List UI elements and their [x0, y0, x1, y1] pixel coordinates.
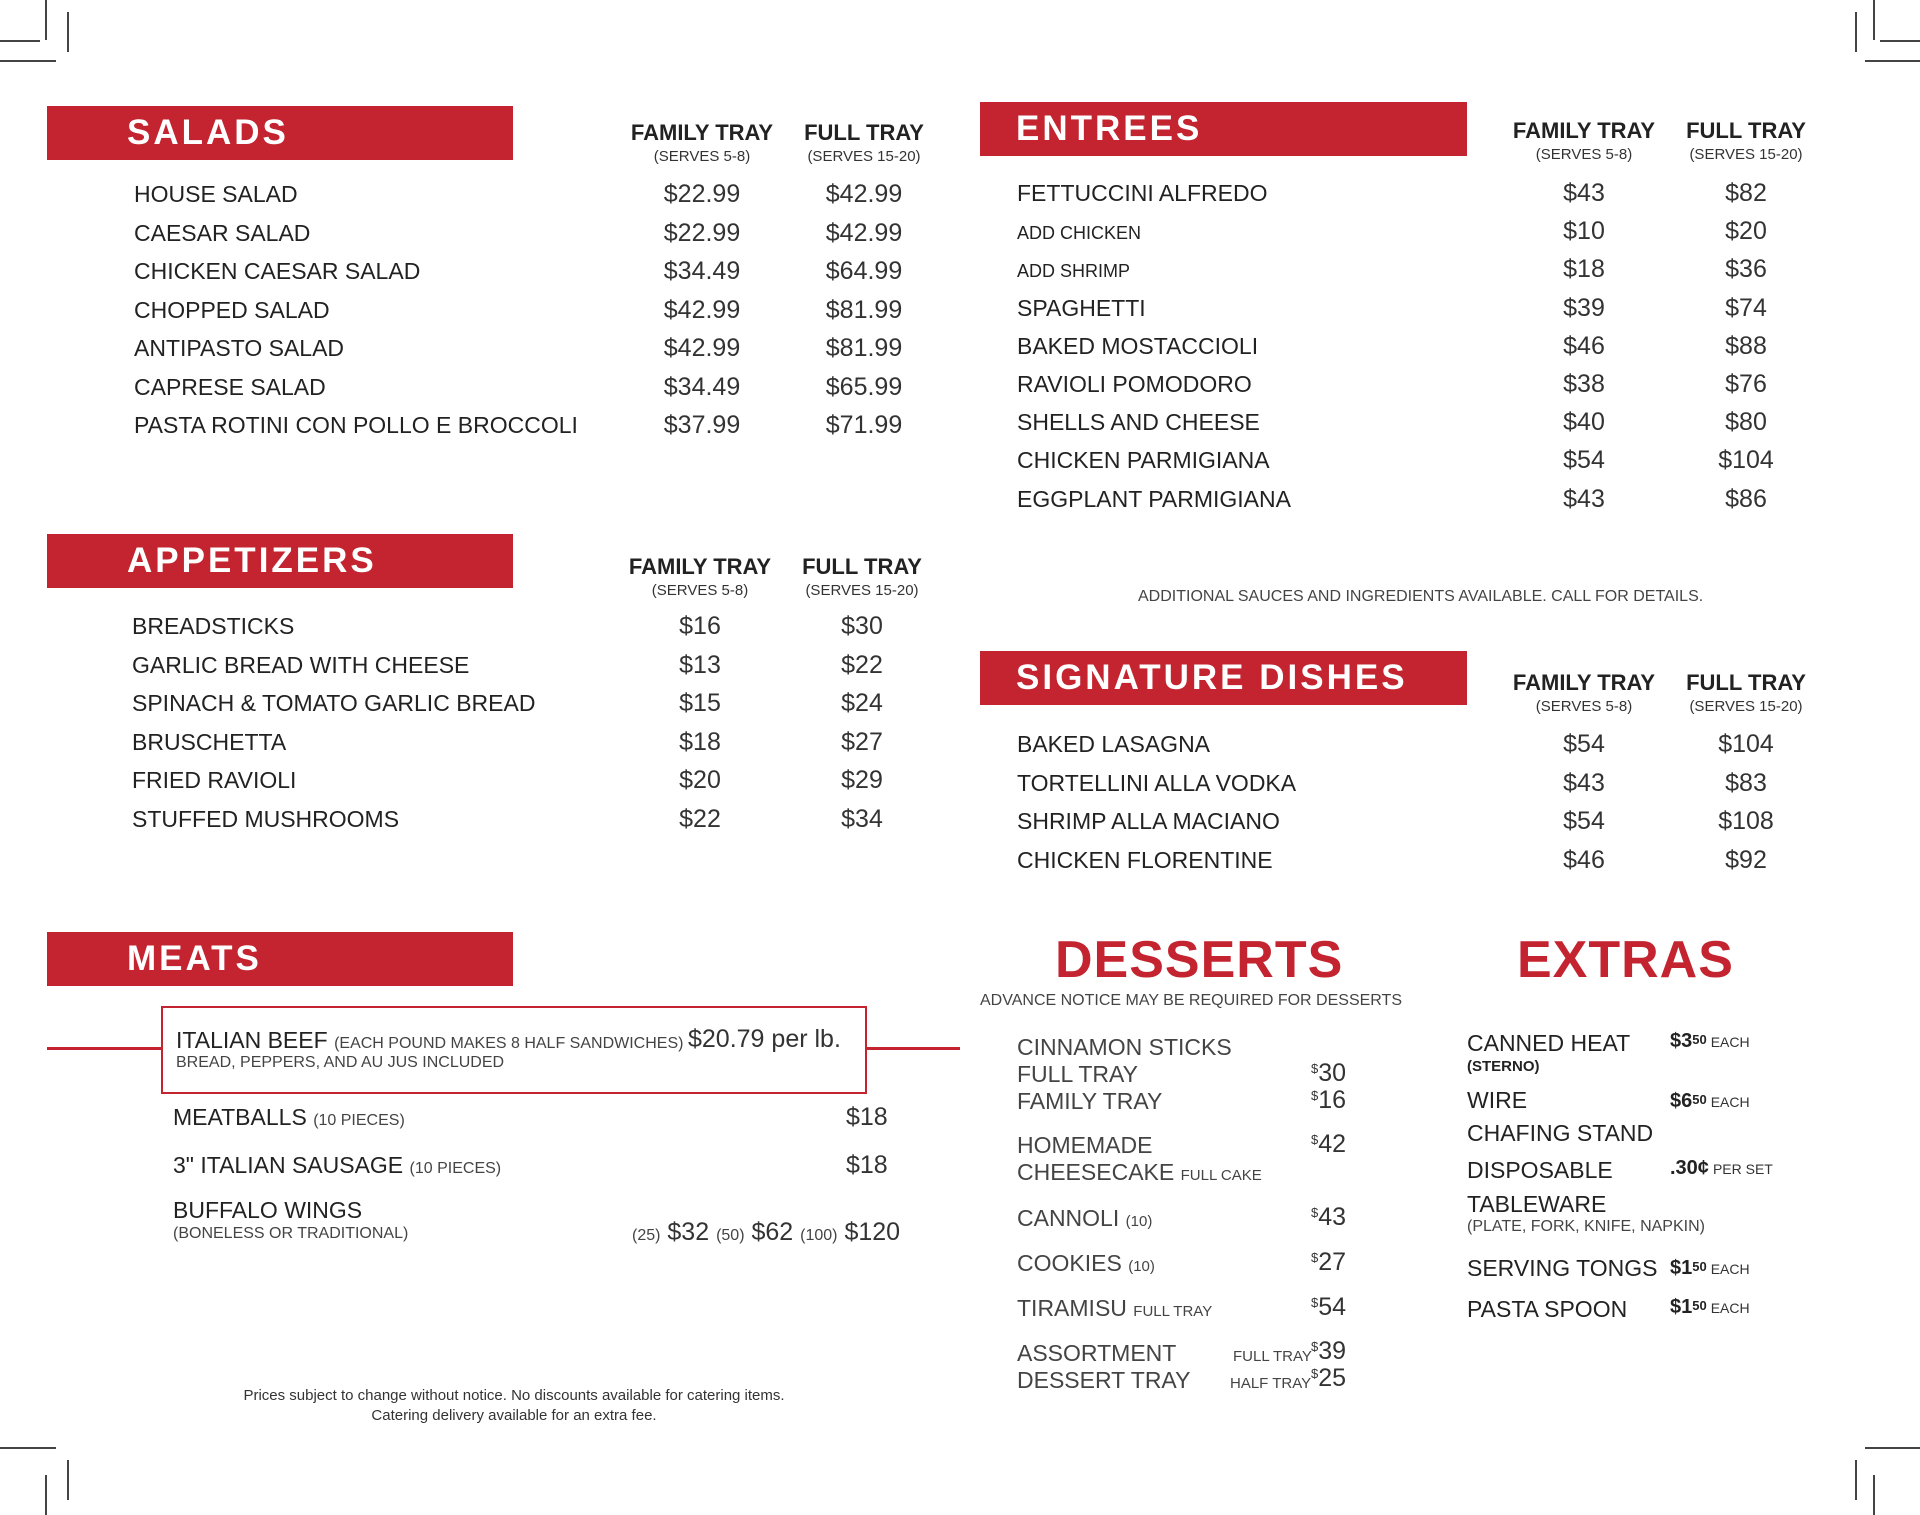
- entrees-note: ADDITIONAL SAUCES AND INGREDIENTS AVAILABLE. CALL FOR DETAILS.: [1138, 588, 1704, 605]
- assortment-line-1: ASSORTMENT: [1017, 1340, 1177, 1366]
- crop-mark: [1855, 1460, 1857, 1500]
- tableware-note: (PLATE, FORK, KNIFE, NAPKIN): [1467, 1218, 1705, 1235]
- col-subtitle: (SERVES 5-8): [651, 582, 749, 599]
- crop-mark: [0, 1447, 56, 1449]
- cinnamon-full-tray: FULL TRAY: [1017, 1061, 1138, 1087]
- family-tray-price: $43: [1563, 484, 1605, 513]
- full-tray-price: $74: [1725, 293, 1767, 322]
- entrees-family-col-header: [1509, 118, 1659, 163]
- assortment-half-label: HALF TRAY: [1230, 1375, 1312, 1392]
- crop-mark: [45, 0, 47, 40]
- tiramisu-price: $54: [1310, 1293, 1346, 1321]
- full-tray-price: $20: [1725, 217, 1767, 246]
- menu-item-name: BAKED MOSTACCIOLI: [1017, 332, 1259, 359]
- cannoli-name: CANNOLI: [1017, 1205, 1120, 1231]
- footer-note: [150, 1386, 878, 1426]
- italian-sausage-name: 3" ITALIAN SAUSAGE: [173, 1152, 404, 1178]
- buffalo-wings-prices: [632, 1217, 900, 1251]
- italian-beef-price: $20.79 per lb.: [688, 1025, 841, 1053]
- menu-item-name: CHICKEN FLORENTINE: [1017, 846, 1273, 873]
- col-subtitle: (SERVES 5-8): [1535, 146, 1633, 163]
- menu-item-name: TORTELLINI ALLA VODKA: [1017, 769, 1297, 796]
- wings-price-25: $32: [667, 1218, 710, 1246]
- tiramisu-note: FULL TRAY: [1133, 1303, 1213, 1320]
- cannoli: [1017, 1203, 1152, 1237]
- full-tray-price: $42.99: [825, 180, 903, 208]
- family-tray-price: $38: [1563, 370, 1605, 398]
- menu-item-name: GARLIC BREAD WITH CHEESE: [132, 651, 470, 678]
- menu-item-name: CHOPPED SALAD: [134, 296, 330, 323]
- wings-qty-100: (100): [800, 1227, 838, 1244]
- full-tray-price: $36: [1725, 255, 1767, 284]
- full-tray-price: $82: [1725, 179, 1767, 207]
- family-tray-price: $15: [679, 689, 721, 717]
- col-title: FAMILY TRAY: [1512, 118, 1656, 143]
- crop-mark: [67, 12, 69, 52]
- extras-title: EXTRAS: [1517, 931, 1734, 989]
- family-tray-price: $54: [1563, 730, 1605, 758]
- menu-item-name: STUFFED MUSHROOMS: [132, 805, 400, 832]
- cheesecake-price: $42: [1310, 1130, 1346, 1158]
- serving-tongs: SERVING TONGS: [1467, 1255, 1658, 1281]
- family-tray-price: $42.99: [663, 295, 741, 324]
- footer-line-1: Prices subject to change without notice. No discounts available for catering items.: [243, 1387, 785, 1404]
- assortment-half-price: $25: [1310, 1364, 1346, 1392]
- family-tray-price: $18: [1563, 255, 1605, 284]
- assortment-full-label: FULL TRAY: [1233, 1348, 1312, 1365]
- family-tray-price: $39: [1563, 293, 1605, 322]
- cheesecake-name: CHEESECAKE: [1017, 1159, 1175, 1185]
- col-title: FULL TRAY: [1686, 118, 1806, 143]
- crop-mark: [1855, 12, 1857, 52]
- meatballs: [173, 1102, 405, 1136]
- pasta-spoon-price: $\$1^{50}$ EACH: [1670, 1296, 1750, 1318]
- salads-family-col-header: [627, 120, 777, 165]
- family-tray-price: $46: [1563, 845, 1605, 874]
- pasta-spoon: PASTA SPOON: [1467, 1296, 1628, 1322]
- cookies: [1017, 1248, 1155, 1282]
- family-tray-price: $16: [679, 612, 721, 640]
- crop-mark: [0, 40, 40, 42]
- col-subtitle: (SERVES 15-20): [805, 582, 919, 599]
- menu-item-name: FRIED RAVIOLI: [132, 767, 297, 793]
- full-tray-price: $64.99: [825, 257, 903, 285]
- cinnamon-family-tray: FAMILY TRAY: [1017, 1088, 1163, 1114]
- full-tray-price: $108: [1718, 807, 1774, 835]
- col-title: FAMILY TRAY: [630, 120, 774, 145]
- menu-item-name: HOUSE SALAD: [134, 181, 298, 207]
- full-tray-price: $81.99: [825, 334, 903, 362]
- cheesecake-line-2: [1017, 1157, 1262, 1191]
- crop-mark: [67, 1460, 69, 1500]
- cheesecake-note: FULL CAKE: [1180, 1167, 1262, 1184]
- salads-header: SALADS: [47, 106, 513, 160]
- menu-item-name: CAPRESE SALAD: [134, 373, 326, 400]
- cookies-name: COOKIES: [1017, 1250, 1122, 1276]
- family-tray-price: $13: [679, 650, 721, 679]
- disposable-price: .30¢ PER SET: [1670, 1157, 1773, 1179]
- entrees-header: ENTREES: [980, 102, 1467, 156]
- menu-item-name: EGGPLANT PARMIGIANA: [1017, 485, 1291, 512]
- beef-rule-right: [867, 1047, 960, 1050]
- canned-heat-price: $\$3^{50}$ EACH: [1670, 1030, 1750, 1052]
- serving-tongs-price: $\$1^{50}$ EACH: [1670, 1257, 1750, 1279]
- menu-item-name: SHELLS AND CHEESE: [1017, 409, 1260, 436]
- beef-rule-left: [47, 1047, 161, 1050]
- full-tray-price: $76: [1725, 370, 1767, 398]
- family-tray-price: $54: [1563, 446, 1605, 475]
- family-tray-price: $46: [1563, 331, 1605, 360]
- cinnamon-full-price: $30: [1310, 1059, 1346, 1087]
- sterno-note: (STERNO): [1467, 1058, 1540, 1075]
- family-tray-price: $34.49: [663, 257, 741, 285]
- full-tray-price: $30: [841, 612, 883, 640]
- menu-item-name: SPAGHETTI: [1017, 294, 1146, 321]
- family-tray-price: $10: [1563, 217, 1605, 246]
- salads-full-col-header: [789, 120, 939, 165]
- col-title: FULL TRAY: [802, 554, 922, 579]
- menu-item-name: CAESAR SALAD: [134, 219, 311, 246]
- family-tray-price: $42.99: [663, 334, 741, 362]
- assortment-line-2: DESSERT TRAY: [1017, 1367, 1191, 1393]
- full-tray-price: $24: [841, 689, 883, 717]
- full-tray-price: $42.99: [825, 218, 903, 247]
- col-subtitle: (SERVES 5-8): [1535, 698, 1633, 715]
- col-title: FAMILY TRAY: [1512, 670, 1656, 695]
- signature-full-col-header: [1671, 670, 1821, 715]
- italian-beef-sub: BREAD, PEPPERS, AND AU JUS INCLUDED: [176, 1054, 505, 1071]
- menu-item-name: BAKED LASAGNA: [1017, 731, 1211, 757]
- italian-beef-name: ITALIAN BEEF: [176, 1027, 328, 1053]
- wings-qty-25: (25): [632, 1227, 661, 1244]
- menu-item-name: ANTIPASTO SALAD: [134, 335, 345, 361]
- crop-mark: [1880, 40, 1920, 42]
- signature-family-col-header: [1509, 670, 1659, 715]
- menu-item-name: BREADSTICKS: [132, 613, 295, 639]
- footer-line-2: Catering delivery available for an extra fee.: [371, 1407, 657, 1424]
- wings-qty-50: (50): [716, 1227, 745, 1244]
- menu-item-name: RAVIOLI POMODORO: [1017, 371, 1252, 397]
- crop-mark: [1865, 1447, 1920, 1449]
- crop-mark: [45, 1475, 47, 1515]
- tiramisu-name: TIRAMISU: [1017, 1295, 1127, 1321]
- full-tray-price: $22: [841, 650, 883, 679]
- menu-item-name: SPINACH & TOMATO GARLIC BREAD: [132, 690, 536, 716]
- col-title: FULL TRAY: [1686, 670, 1806, 695]
- crop-mark: [1873, 0, 1875, 40]
- signature-header: SIGNATURE DISHES: [980, 651, 1467, 705]
- wings-price-100: $120: [844, 1218, 901, 1246]
- full-tray-price: $104: [1718, 446, 1774, 475]
- buffalo-wings: BUFFALO WINGS: [173, 1197, 363, 1223]
- meatballs-note: (10 PIECES): [313, 1112, 405, 1129]
- family-tray-price: $40: [1563, 408, 1605, 437]
- col-subtitle: (SERVES 15-20): [807, 148, 921, 165]
- wings-price-50: $62: [751, 1218, 794, 1246]
- family-tray-price: $20: [679, 766, 721, 794]
- tiramisu: [1017, 1293, 1212, 1327]
- italian-beef-note: (EACH POUND MAKES 8 HALF SANDWICHES): [334, 1035, 684, 1052]
- cannoli-note: (10): [1125, 1213, 1153, 1230]
- buffalo-wings-note: (BONELESS OR TRADITIONAL): [173, 1225, 409, 1242]
- menu-item-name: FETTUCCINI ALFREDO: [1017, 180, 1268, 206]
- col-subtitle: (SERVES 15-20): [1689, 146, 1803, 163]
- crop-mark: [1865, 60, 1920, 62]
- full-tray-price: $34: [841, 804, 883, 833]
- col-subtitle: (SERVES 15-20): [1689, 698, 1803, 715]
- desserts-title: DESSERTS: [1055, 931, 1344, 989]
- full-tray-price: $80: [1725, 408, 1767, 437]
- cinnamon-family-price: $16: [1310, 1086, 1346, 1114]
- col-title: FULL TRAY: [804, 120, 924, 145]
- full-tray-price: $92: [1725, 845, 1767, 874]
- full-tray-price: $65.99: [825, 372, 903, 401]
- family-tray-price: $54: [1563, 807, 1605, 835]
- canned-heat: CANNED HEAT: [1467, 1030, 1631, 1056]
- appetizers-full-col-header: [787, 554, 937, 599]
- italian-sausage-note: (10 PIECES): [409, 1160, 502, 1177]
- cinnamon-sticks: CINNAMON STICKS: [1017, 1034, 1232, 1060]
- menu-item-name: ADD SHRIMP: [1017, 261, 1131, 282]
- family-tray-price: $43: [1563, 179, 1605, 207]
- tableware: TABLEWARE: [1467, 1191, 1607, 1217]
- appetizers-family-col-header: [625, 554, 775, 599]
- family-tray-price: $43: [1563, 768, 1605, 797]
- wire: WIRE: [1467, 1087, 1528, 1113]
- disposable: DISPOSABLE: [1467, 1157, 1613, 1183]
- full-tray-price: $88: [1725, 331, 1767, 360]
- cookies-price: $27: [1310, 1248, 1346, 1276]
- wire-price: $\$6^{50}$ EACH: [1670, 1090, 1750, 1112]
- family-tray-price: $18: [679, 727, 721, 756]
- menu-item-name: CHICKEN PARMIGIANA: [1017, 447, 1270, 474]
- menu-item-name: PASTA ROTINI CON POLLO E BROCCOLI: [134, 412, 578, 438]
- desserts-note: ADVANCE NOTICE MAY BE REQUIRED FOR DESSERTS: [980, 992, 1402, 1009]
- full-tray-price: $83: [1725, 768, 1767, 797]
- full-tray-price: $86: [1725, 484, 1767, 513]
- meatballs-name: MEATBALLS: [173, 1104, 307, 1130]
- full-tray-price: $81.99: [825, 295, 903, 324]
- entrees-full-col-header: [1671, 118, 1821, 163]
- meatballs-price: $18: [846, 1103, 888, 1131]
- col-title: FAMILY TRAY: [628, 554, 772, 579]
- menu-item-name: BRUSCHETTA: [132, 728, 287, 755]
- family-tray-price: $22: [679, 804, 721, 833]
- italian-sausage-price: $18: [846, 1151, 888, 1179]
- menu-item-name: SHRIMP ALLA MACIANO: [1017, 808, 1280, 834]
- cheesecake-line-1: HOMEMADE: [1017, 1132, 1153, 1158]
- col-subtitle: (SERVES 5-8): [653, 148, 751, 165]
- full-tray-price: $27: [841, 727, 883, 756]
- full-tray-price: $104: [1718, 730, 1774, 758]
- full-tray-price: $29: [841, 766, 883, 794]
- family-tray-price: $22.99: [663, 180, 741, 208]
- cannoli-price: $43: [1310, 1203, 1346, 1231]
- meats-header: MEATS: [47, 932, 513, 986]
- family-tray-price: $22.99: [663, 218, 741, 247]
- chafing-stand: CHAFING STAND: [1467, 1120, 1654, 1146]
- crop-mark: [0, 60, 56, 62]
- italian-sausage: [173, 1150, 501, 1184]
- assortment-full-price: $39: [1310, 1337, 1346, 1365]
- crop-mark: [1873, 1475, 1875, 1515]
- full-tray-price: $71.99: [825, 411, 903, 439]
- appetizers-header: APPETIZERS: [47, 534, 513, 588]
- cookies-note: (10): [1128, 1258, 1155, 1275]
- family-tray-price: $37.99: [663, 411, 741, 439]
- menu-item-name: CHICKEN CAESAR SALAD: [134, 258, 421, 284]
- menu-item-name: ADD CHICKEN: [1017, 223, 1142, 244]
- family-tray-price: $34.49: [663, 372, 741, 401]
